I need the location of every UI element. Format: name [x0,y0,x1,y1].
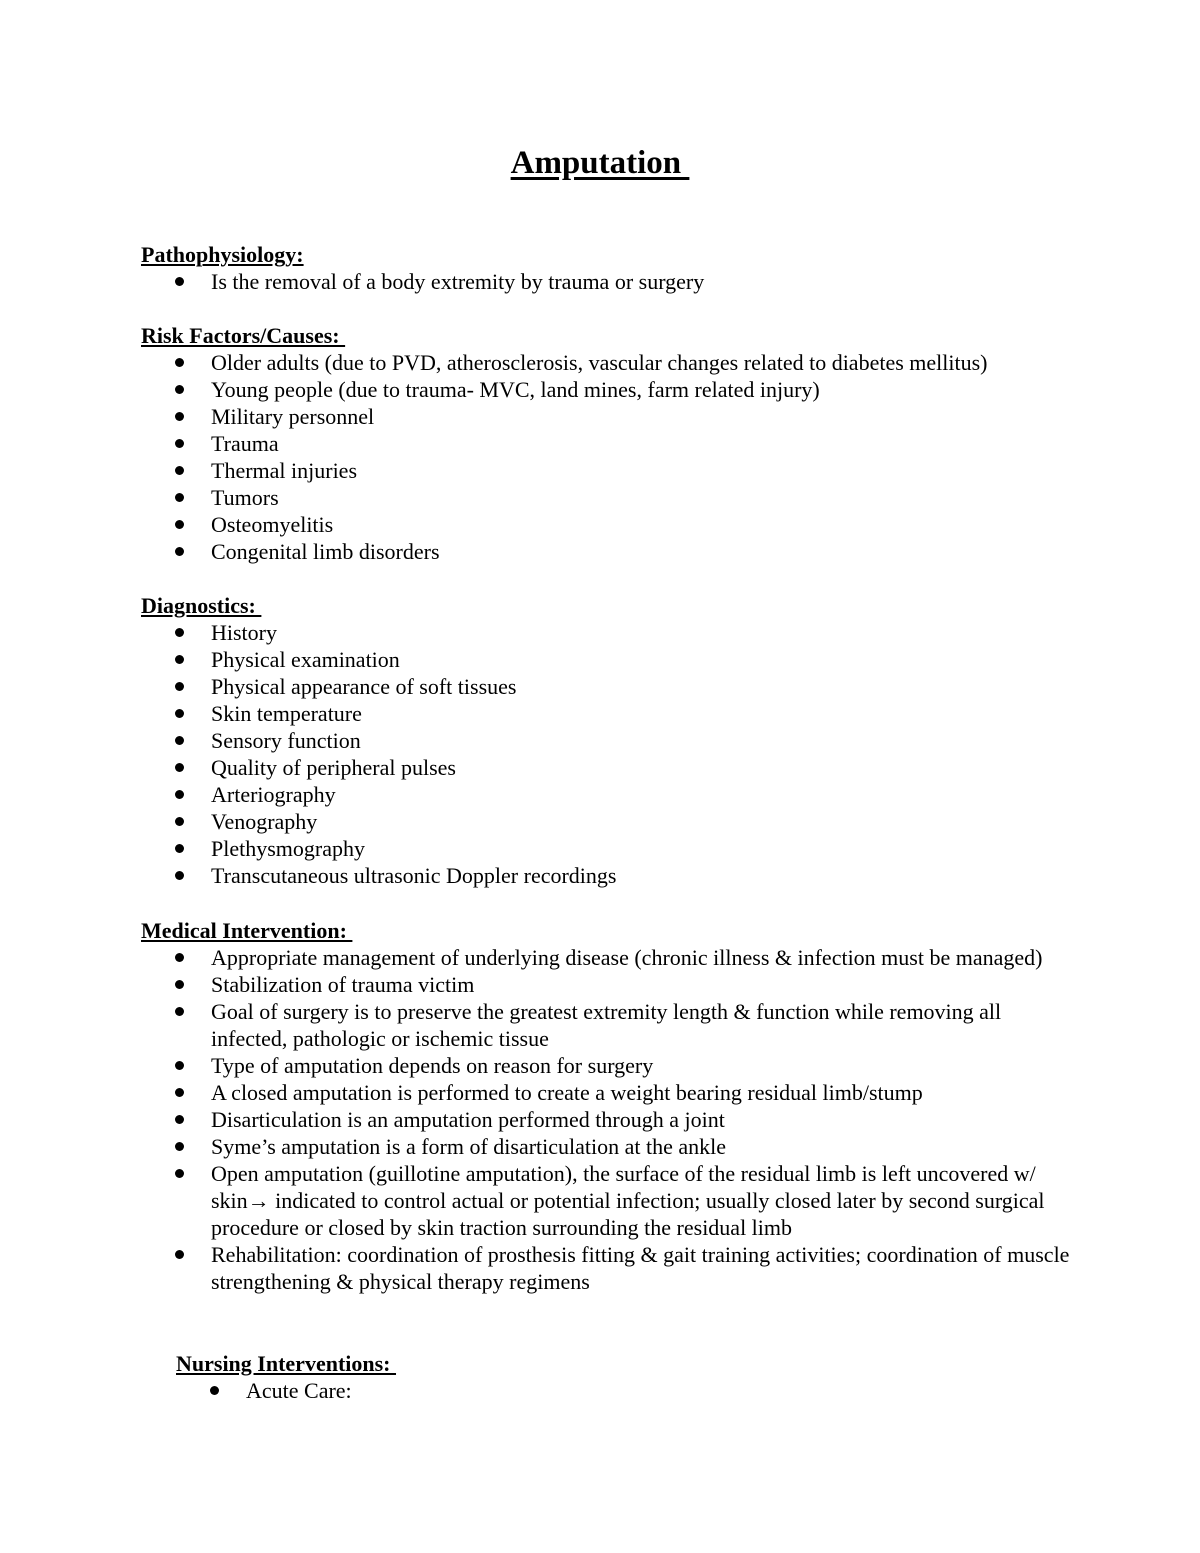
list-item-text: A closed amputation is performed to create a weight bearing residual limb/stump [211,1080,923,1105]
list-item-text: Goal of surgery is to preserve the greatest extremity length & function while removing all infected, pathologic or ischemic tissue [211,999,1002,1051]
bullet-icon [175,682,184,691]
list-item-text: Sensory function [211,728,361,753]
list-item [141,376,1081,403]
list-item-text: Osteomyelitis [211,512,334,537]
bullet-icon [175,385,184,394]
section-nursing-interventions [176,1350,1116,1404]
bullet-icon [175,1142,184,1151]
list-item [141,944,1081,971]
bullet-list [141,349,1081,565]
list-item-text: Stabilization of trauma victim [211,972,475,997]
section-risk-factors [141,322,1081,565]
bullet-icon [175,817,184,826]
bullet-icon [175,277,184,286]
list-item-text: Quality of peripheral pulses [211,755,456,780]
bullet-icon [175,547,184,556]
list-item-text: Transcutaneous ultrasonic Doppler recordings [211,863,617,888]
section-heading: Pathophysiology: [141,242,304,267]
list-item [141,862,1081,889]
bullet-icon [175,844,184,853]
list-item [141,646,1081,673]
list-item [141,1241,1081,1295]
bullet-icon [175,1169,184,1178]
list-item [141,808,1081,835]
list-item [141,1133,1081,1160]
list-item-text: Older adults (due to PVD, atherosclerosis, vascular changes related to diabetes mellitus) [211,350,988,375]
list-item-text: Disarticulation is an amputation performed through a joint [211,1107,725,1132]
list-item [176,1377,1116,1404]
bullet-icon [175,439,184,448]
list-item-text: Arteriography [211,782,336,807]
list-item-text: Skin temperature [211,701,362,726]
list-item [141,511,1081,538]
list-item [141,430,1081,457]
bullet-icon [175,1061,184,1070]
list-item [141,403,1081,430]
bullet-icon [175,520,184,529]
list-item-text: Appropriate management of underlying disease (chronic illness & infection must be managed) [211,945,1043,970]
bullet-icon [175,628,184,637]
list-item-text: Congenital limb disorders [211,539,440,564]
list-item-text: Plethysmography [211,836,365,861]
list-item [141,835,1081,862]
page-title: Amputation [510,145,690,181]
bullet-icon [175,1088,184,1097]
bullet-icon [175,871,184,880]
list-item-text: Type of amputation depends on reason for surgery [211,1053,654,1078]
section-heading: Nursing Interventions: [176,1351,397,1376]
list-item-text: History [211,620,277,645]
bullet-list [176,1377,1116,1404]
bullet-icon [210,1386,219,1395]
list-item [141,538,1081,565]
list-item [141,1052,1081,1079]
bullet-icon [175,466,184,475]
bullet-list [141,268,1081,295]
list-item-text: Syme’s amputation is a form of disarticulation at the ankle [211,1134,727,1159]
list-item [141,998,1081,1052]
section-medical-intervention [141,917,1081,1295]
list-item-text: Military personnel [211,404,375,429]
section-diagnostics [141,592,1081,889]
list-item [141,1160,1081,1241]
bullet-icon [175,763,184,772]
list-item [141,727,1081,754]
bullet-icon [175,493,184,502]
bullet-icon [175,790,184,799]
list-item [141,673,1081,700]
bullet-icon [175,412,184,421]
list-item [141,781,1081,808]
list-item-text: Young people (due to trauma- MVC, land mines, farm related injury) [211,377,820,402]
list-item-text: Rehabilitation: coordination of prosthesis fitting & gait training activities; coordination of muscle strengthening & physical therapy regimens [211,1242,1070,1294]
list-item [141,754,1081,781]
list-item [141,484,1081,511]
list-item [141,268,1081,295]
section-pathophysiology [141,241,1081,295]
bullet-icon [175,1115,184,1124]
list-item [141,700,1081,727]
section-heading: Medical Intervention: [141,918,353,943]
bullet-icon [175,736,184,745]
bullet-icon [175,980,184,989]
bullet-icon [175,655,184,664]
list-item [141,457,1081,484]
list-item [141,619,1081,646]
list-item [141,971,1081,998]
list-item-text: Thermal injuries [211,458,358,483]
bullet-icon [175,709,184,718]
bullet-list [141,944,1081,1295]
section-heading: Risk Factors/Causes: [141,323,346,348]
section-heading: Diagnostics: [141,593,262,618]
list-item-text: Physical examination [211,647,400,672]
bullet-icon [175,1250,184,1259]
bullet-icon [175,953,184,962]
list-item-text: Acute Care: [246,1378,352,1403]
list-item-text: Physical appearance of soft tissues [211,674,517,699]
list-item [141,349,1081,376]
list-item-text: Tumors [211,485,279,510]
list-item-text: Is the removal of a body extremity by trauma or surgery [211,269,705,294]
list-item-text: Open amputation (guillotine amputation), the surface of the residual limb is left uncovered w/ skin→ indicated to control actual or potential infection; usually closed later by second surgical procedure or closed by skin traction surrounding the residual limb [211,1161,1045,1240]
list-item-text: Venography [211,809,318,834]
bullet-icon [175,358,184,367]
bullet-icon [175,1007,184,1016]
list-item-text: Trauma [211,431,279,456]
list-item [141,1079,1081,1106]
bullet-list [141,619,1081,889]
list-item [141,1106,1081,1133]
